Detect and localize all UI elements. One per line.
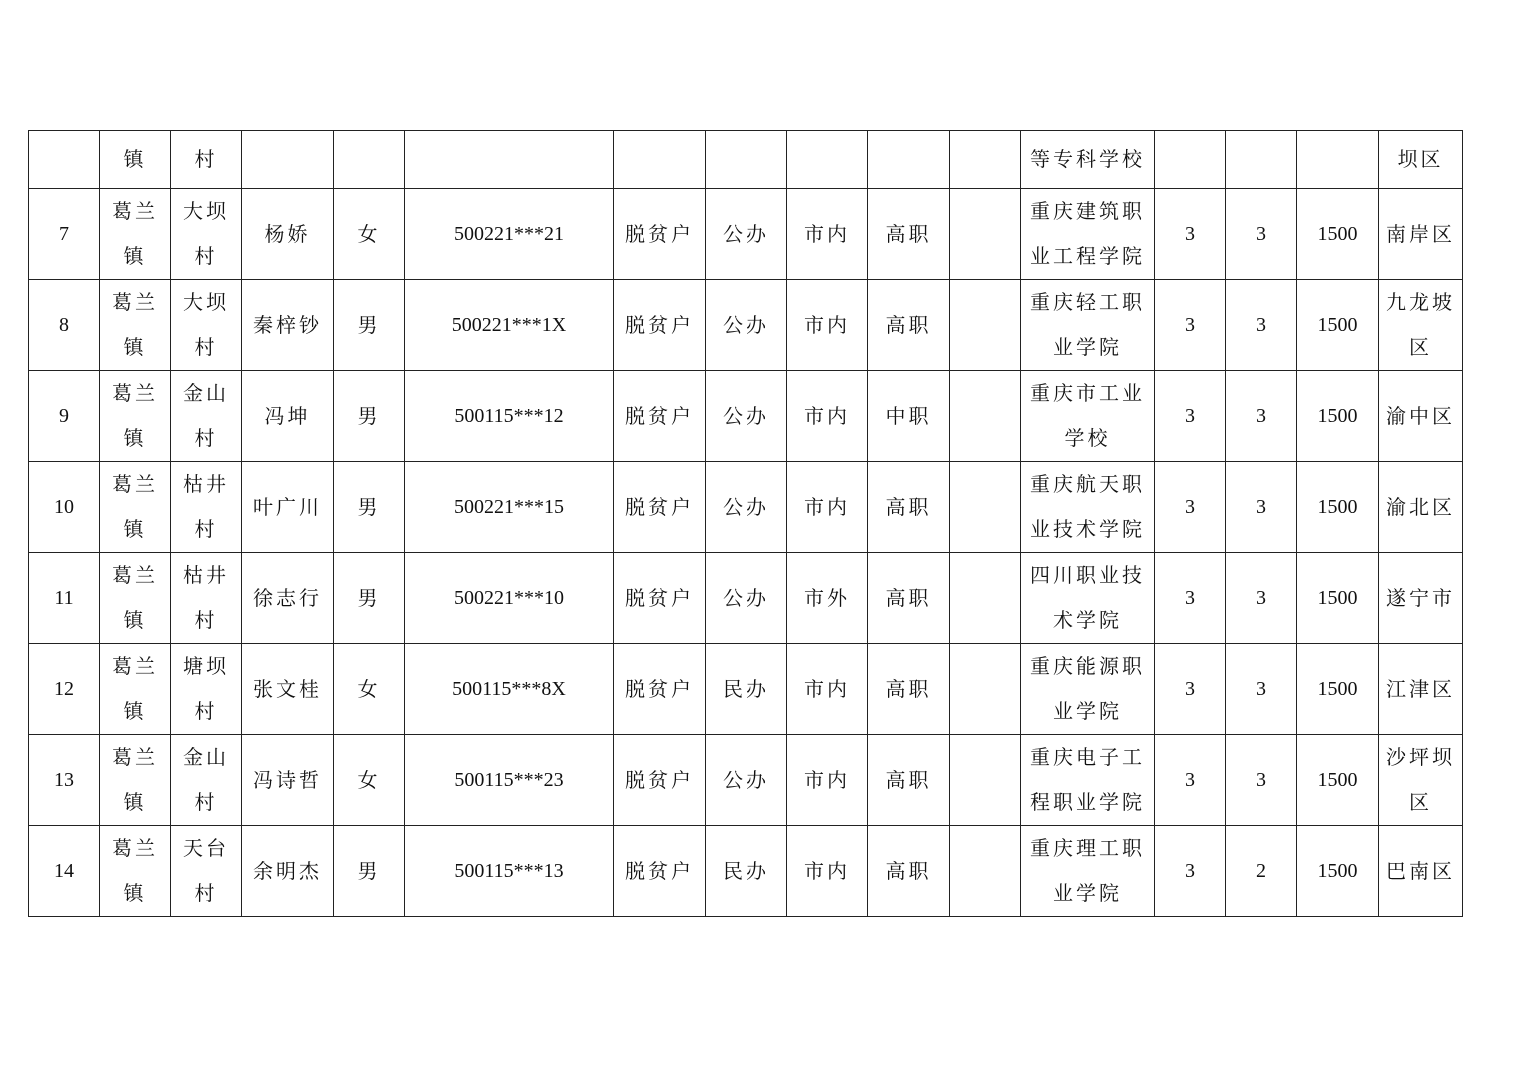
cell-amount: 1500 [1297,371,1379,462]
cell-village [171,189,242,280]
cell-school [1021,462,1155,553]
cell-region-text: 九龙坡区 [1386,290,1455,359]
cell-household-type: 脱贫户 [614,280,706,371]
table-body [29,131,1463,917]
cell-school-text: 重庆理工职业学院 [1030,836,1145,905]
cell-region-text: 南岸区 [1386,221,1455,246]
cell-school-nature: 公办 [706,553,787,644]
cell-town-text: 葛兰镇 [112,290,158,359]
cell-id-number: 500221***21 [405,189,614,280]
cell-village [171,371,242,462]
cell-town [100,826,171,917]
table-row [29,735,1463,826]
cell-village [171,826,242,917]
cell-name: 张文桂 [242,644,334,735]
table-row [29,826,1463,917]
cell-grade: 2 [1226,826,1297,917]
cell-school [1021,189,1155,280]
cell-years: 3 [1155,280,1226,371]
cell-blank [950,553,1021,644]
cell-school-text: 重庆航天职业技术学院 [1030,472,1145,541]
cell-grade: 3 [1226,735,1297,826]
cell-town [100,371,171,462]
cell-school-nature: 公办 [706,280,787,371]
cell-town-text: 葛兰镇 [112,654,158,723]
cell-years: 3 [1155,189,1226,280]
cell-gender: 男 [334,371,405,462]
cell-gender: 男 [334,280,405,371]
cell-region-text: 渝北区 [1386,494,1455,519]
cell-id-number: 500115***13 [405,826,614,917]
cell-school-text: 重庆建筑职业工程学院 [1030,199,1145,268]
cell-household-type: 脱贫户 [614,371,706,462]
table-row [29,644,1463,735]
cell-blank [950,826,1021,917]
cell-blank [950,131,1021,189]
cell-years: 3 [1155,462,1226,553]
table-row [29,462,1463,553]
cell-id-number [405,131,614,189]
cell-school-nature: 公办 [706,371,787,462]
cell-name: 杨娇 [242,189,334,280]
cell-seq: 10 [29,462,100,553]
cell-level: 高职 [868,189,950,280]
cell-region [1379,462,1463,553]
cell-village: 村 [171,131,242,189]
cell-location: 市内 [787,462,868,553]
cell-amount: 1500 [1297,189,1379,280]
cell-location: 市内 [787,735,868,826]
cell-region [1379,735,1463,826]
cell-years: 3 [1155,826,1226,917]
cell-school-text: 重庆能源职业学院 [1030,654,1145,723]
cell-years [1155,131,1226,189]
cell-amount: 1500 [1297,462,1379,553]
cell-grade [1226,131,1297,189]
cell-amount: 1500 [1297,644,1379,735]
cell-school-nature: 公办 [706,189,787,280]
student-subsidy-table [28,130,1463,917]
cell-location [787,131,868,189]
cell-level: 中职 [868,371,950,462]
cell-village-text: 枯井村 [183,472,229,541]
cell-village [171,644,242,735]
cell-region [1379,371,1463,462]
cell-village [171,553,242,644]
cell-id-number: 500115***12 [405,371,614,462]
cell-school-nature [706,131,787,189]
cell-village-text: 大坝村 [183,199,229,268]
cell-amount: 1500 [1297,280,1379,371]
cell-id-number: 500115***23 [405,735,614,826]
cell-amount: 1500 [1297,826,1379,917]
cell-town-text: 葛兰镇 [112,836,158,905]
cell-blank [950,644,1021,735]
cell-household-type [614,131,706,189]
cell-amount: 1500 [1297,553,1379,644]
cell-years: 3 [1155,644,1226,735]
cell-town-text: 葛兰镇 [112,199,158,268]
cell-village-text: 天台村 [183,836,229,905]
cell-seq: 11 [29,553,100,644]
cell-level: 高职 [868,644,950,735]
cell-region [1379,644,1463,735]
cell-seq: 13 [29,735,100,826]
cell-town-text: 葛兰镇 [112,472,158,541]
cell-town [100,462,171,553]
cell-id-number: 500221***1X [405,280,614,371]
cell-grade: 3 [1226,189,1297,280]
cell-location: 市内 [787,189,868,280]
cell-years: 3 [1155,371,1226,462]
table-row [29,553,1463,644]
cell-town [100,280,171,371]
cell-town-text: 葛兰镇 [112,381,158,450]
cell-school [1021,826,1155,917]
cell-school [1021,553,1155,644]
cell-school: 等专科学校 [1021,131,1155,189]
cell-gender: 男 [334,462,405,553]
cell-gender: 女 [334,189,405,280]
cell-location: 市内 [787,280,868,371]
cell-region-text: 巴南区 [1386,858,1455,883]
cell-school-nature: 民办 [706,644,787,735]
cell-school [1021,280,1155,371]
cell-grade: 3 [1226,371,1297,462]
cell-amount [1297,131,1379,189]
table-row [29,371,1463,462]
cell-town: 镇 [100,131,171,189]
cell-name: 徐志行 [242,553,334,644]
cell-years: 3 [1155,553,1226,644]
cell-region [1379,189,1463,280]
cell-id-number: 500115***8X [405,644,614,735]
cell-region [1379,280,1463,371]
cell-location: 市内 [787,826,868,917]
cell-name: 秦梓钞 [242,280,334,371]
cell-level: 高职 [868,462,950,553]
cell-village-text: 大坝村 [183,290,229,359]
cell-id-number: 500221***15 [405,462,614,553]
cell-seq: 8 [29,280,100,371]
cell-level: 高职 [868,826,950,917]
cell-blank [950,371,1021,462]
cell-town [100,735,171,826]
cell-school [1021,371,1155,462]
cell-blank [950,280,1021,371]
cell-household-type: 脱贫户 [614,189,706,280]
cell-school [1021,735,1155,826]
cell-school-nature: 公办 [706,735,787,826]
cell-seq: 9 [29,371,100,462]
cell-school-text: 四川职业技术学院 [1030,563,1145,632]
cell-school-nature: 民办 [706,826,787,917]
cell-region-text: 江津区 [1386,676,1455,701]
table-row [29,189,1463,280]
table-row [29,280,1463,371]
cell-school-text: 重庆市工业学校 [1030,381,1145,450]
cell-seq: 12 [29,644,100,735]
cell-household-type: 脱贫户 [614,644,706,735]
cell-town-text: 葛兰镇 [112,563,158,632]
cell-gender [334,131,405,189]
cell-name: 余明杰 [242,826,334,917]
cell-name [242,131,334,189]
cell-blank [950,189,1021,280]
cell-village-text: 金山村 [183,745,229,814]
cell-seq: 14 [29,826,100,917]
cell-grade: 3 [1226,553,1297,644]
cell-level: 高职 [868,280,950,371]
cell-seq [29,131,100,189]
cell-grade: 3 [1226,280,1297,371]
cell-gender: 男 [334,553,405,644]
cell-grade: 3 [1226,644,1297,735]
cell-household-type: 脱贫户 [614,553,706,644]
cell-town [100,644,171,735]
cell-town [100,553,171,644]
cell-village-text: 塘坝村 [183,654,229,723]
cell-grade: 3 [1226,462,1297,553]
cell-gender: 女 [334,735,405,826]
cell-gender: 女 [334,644,405,735]
cell-school-nature: 公办 [706,462,787,553]
cell-village-text: 枯井村 [183,563,229,632]
cell-name: 叶广川 [242,462,334,553]
cell-seq: 7 [29,189,100,280]
cell-blank [950,462,1021,553]
cell-household-type: 脱贫户 [614,462,706,553]
cell-village [171,280,242,371]
cell-location: 市内 [787,371,868,462]
cell-years: 3 [1155,735,1226,826]
cell-town [100,189,171,280]
cell-name: 冯坤 [242,371,334,462]
table-row-continuation [29,131,1463,189]
cell-level: 高职 [868,553,950,644]
cell-household-type: 脱贫户 [614,735,706,826]
cell-region [1379,826,1463,917]
cell-household-type: 脱贫户 [614,826,706,917]
cell-region [1379,553,1463,644]
cell-amount: 1500 [1297,735,1379,826]
cell-gender: 男 [334,826,405,917]
cell-village [171,735,242,826]
cell-region-text: 遂宁市 [1386,585,1455,610]
cell-region-text: 沙坪坝区 [1386,745,1455,814]
cell-village-text: 金山村 [183,381,229,450]
cell-location: 市外 [787,553,868,644]
cell-town-text: 葛兰镇 [112,745,158,814]
cell-region: 坝区 [1379,131,1463,189]
cell-level: 高职 [868,735,950,826]
cell-region-text: 渝中区 [1386,403,1455,428]
cell-level [868,131,950,189]
cell-location: 市内 [787,644,868,735]
cell-blank [950,735,1021,826]
cell-village [171,462,242,553]
cell-school-text: 重庆电子工程职业学院 [1030,745,1145,814]
cell-name: 冯诗哲 [242,735,334,826]
cell-school [1021,644,1155,735]
cell-school-text: 重庆轻工职业学院 [1030,290,1145,359]
cell-id-number: 500221***10 [405,553,614,644]
